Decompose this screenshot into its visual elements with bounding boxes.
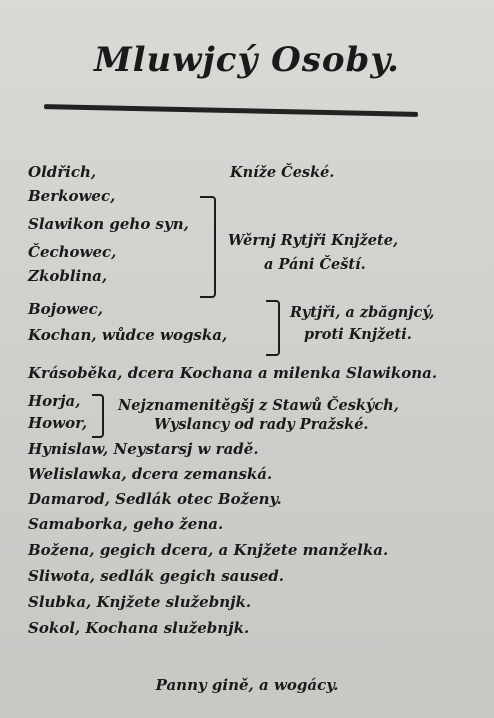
group2-desc-line1: Rytjři, a zbăgnjcý, xyxy=(290,304,435,321)
role-cechowec: Čechowec, xyxy=(28,243,117,261)
role-slubka: Slubka, Knjžete služebnjk. xyxy=(28,593,252,611)
page-title: Mluwjcý Osoby. xyxy=(93,40,401,80)
group3-desc-line2: Wyslancy od rady Pražské. xyxy=(154,416,369,433)
role-sliwota: Sliwota, sedlák gegich saused. xyxy=(28,567,284,585)
group3-brace xyxy=(92,394,104,438)
role-bojowec: Bojowec, xyxy=(28,300,103,318)
footer-note: Panny gině, a wogácy. xyxy=(155,676,339,694)
group1-desc-line2: a Páni Čeští. xyxy=(264,256,366,273)
role-krasobeka: Krásoběka, dcera Kochana a milenka Slawikona. xyxy=(28,364,438,382)
group1-brace xyxy=(200,196,216,298)
role-bozena: Božena, gegich dcera, a Knjžete manželka. xyxy=(28,541,389,559)
group3-desc-line1: Nejznamenitěgšj z Stawů Českých, xyxy=(118,397,399,414)
group1-desc-line1: Wěrnj Rytjři Knjžete, xyxy=(228,232,398,249)
role-welislawka: Welislawka, dcera zemanská. xyxy=(28,465,273,483)
role-damarod: Damarod, Sedlák otec Boženy. xyxy=(28,490,282,508)
role-oldrich: Oldřich, xyxy=(28,163,97,181)
role-samaborka: Samaborka, geho žena. xyxy=(28,515,224,533)
role-howor: Howor, xyxy=(28,414,88,432)
role-horja: Horja, xyxy=(28,392,81,410)
role-berkowec: Berkowec, xyxy=(28,187,116,205)
role-slawikon: Slawikon geho syn, xyxy=(28,215,189,233)
title-rule xyxy=(44,104,418,117)
role-hynislaw: Hynislaw, Neystarsj w radě. xyxy=(28,440,259,458)
role-kochan: Kochan, wůdce wogska, xyxy=(28,326,228,344)
role-zkoblina: Zkoblina, xyxy=(28,267,108,285)
role-sokol: Sokol, Kochana služebnjk. xyxy=(28,619,250,637)
group2-brace xyxy=(266,300,280,356)
group2-desc-line2: proti Knjžeti. xyxy=(304,326,412,343)
role-oldrich-desc: Kníže České. xyxy=(230,164,335,181)
